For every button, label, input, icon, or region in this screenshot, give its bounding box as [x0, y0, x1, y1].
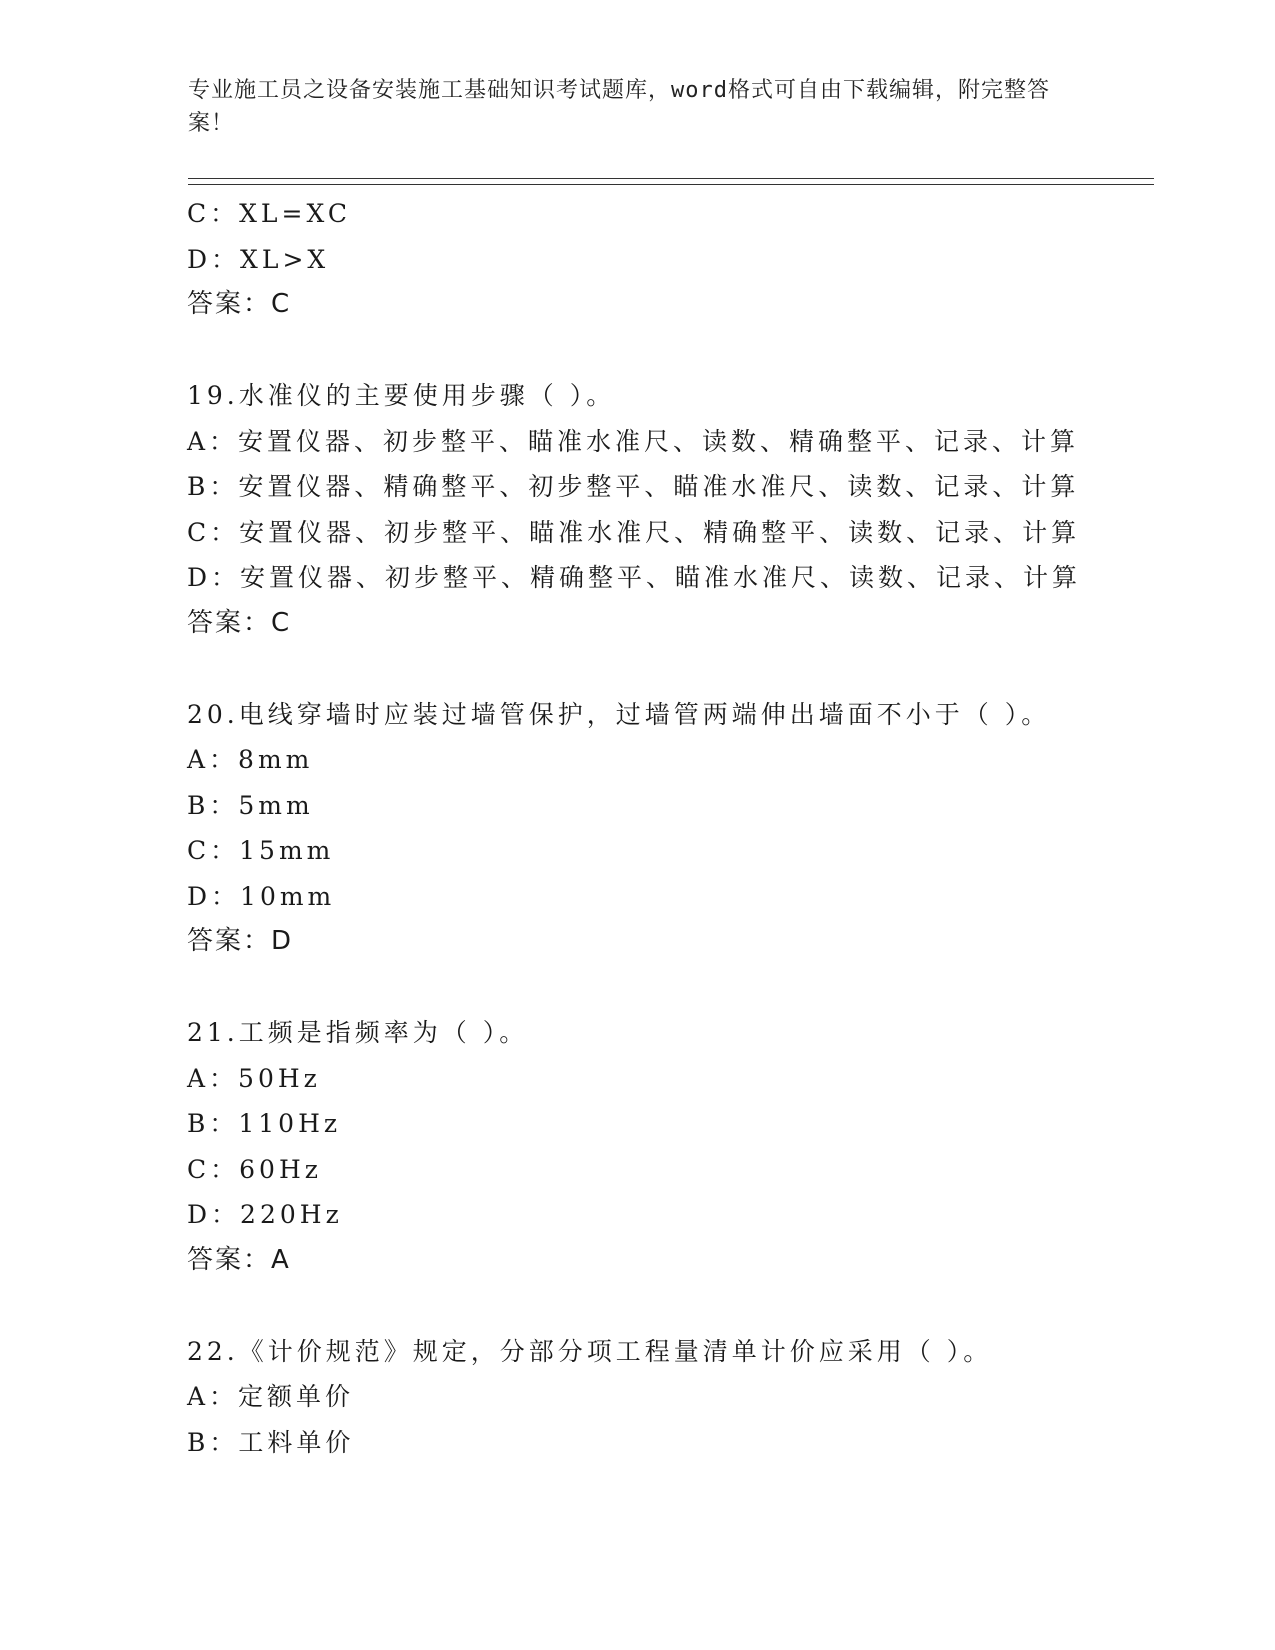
- spacer: [187, 1283, 1157, 1329]
- option-line: C：安置仪器、初步整平、瞄准水准尺、精确整平、读数、记录、计算: [187, 517, 1081, 547]
- option-line: D：XL>X: [187, 244, 330, 274]
- question-text: 21.工频是指频率为（ ）。: [187, 1018, 529, 1047]
- header-divider: [188, 178, 1154, 185]
- option-line: A：定额单价: [187, 1382, 355, 1411]
- option-line: B：工料单价: [187, 1427, 355, 1457]
- option-line: B：110Hz: [187, 1109, 342, 1138]
- question-text: 22.《计价规范》规定，分部分项工程量清单计价应采用（ ）。: [187, 1336, 993, 1366]
- question-list: [187, 191, 1157, 1465]
- option-line: B：5mm: [187, 790, 314, 820]
- answer-line: 答案：A: [187, 1244, 291, 1275]
- question-text: 20.电线穿墙时应装过墙管保护，过墙管两端伸出墙面不小于（ ）。: [187, 699, 1051, 729]
- spacer: [187, 328, 1157, 374]
- spacer: [187, 646, 1157, 692]
- option-line: A：50Hz: [187, 1063, 321, 1093]
- option-line: D：10mm: [187, 881, 336, 911]
- option-line: B：安置仪器、精确整平、初步整平、瞄准水准尺、读数、记录、计算: [187, 472, 1080, 501]
- answer-line: 答案：C: [187, 607, 292, 638]
- question-text: 19.水准仪的主要使用步骤（ ）。: [187, 381, 616, 410]
- option-line: C：15mm: [187, 836, 335, 865]
- option-line: C：60Hz: [187, 1154, 322, 1184]
- option-line: A：安置仪器、初步整平、瞄准水准尺、读数、精确整平、记录、计算: [187, 426, 1080, 456]
- option-line: D：安置仪器、初步整平、精确整平、瞄准水准尺、读数、记录、计算: [187, 563, 1082, 592]
- spacer: [187, 965, 1157, 1011]
- answer-line: 答案：C: [187, 289, 292, 319]
- option-line: A：8mm: [187, 745, 314, 774]
- page-header: 专业施工员之设备安装施工基础知识考试题库，word格式可自由下载编辑，附完整答案！: [188, 78, 1050, 136]
- option-line: C：XL=XC: [187, 199, 351, 228]
- answer-line: 答案：D: [187, 926, 294, 956]
- option-line: D：220Hz: [187, 1200, 343, 1229]
